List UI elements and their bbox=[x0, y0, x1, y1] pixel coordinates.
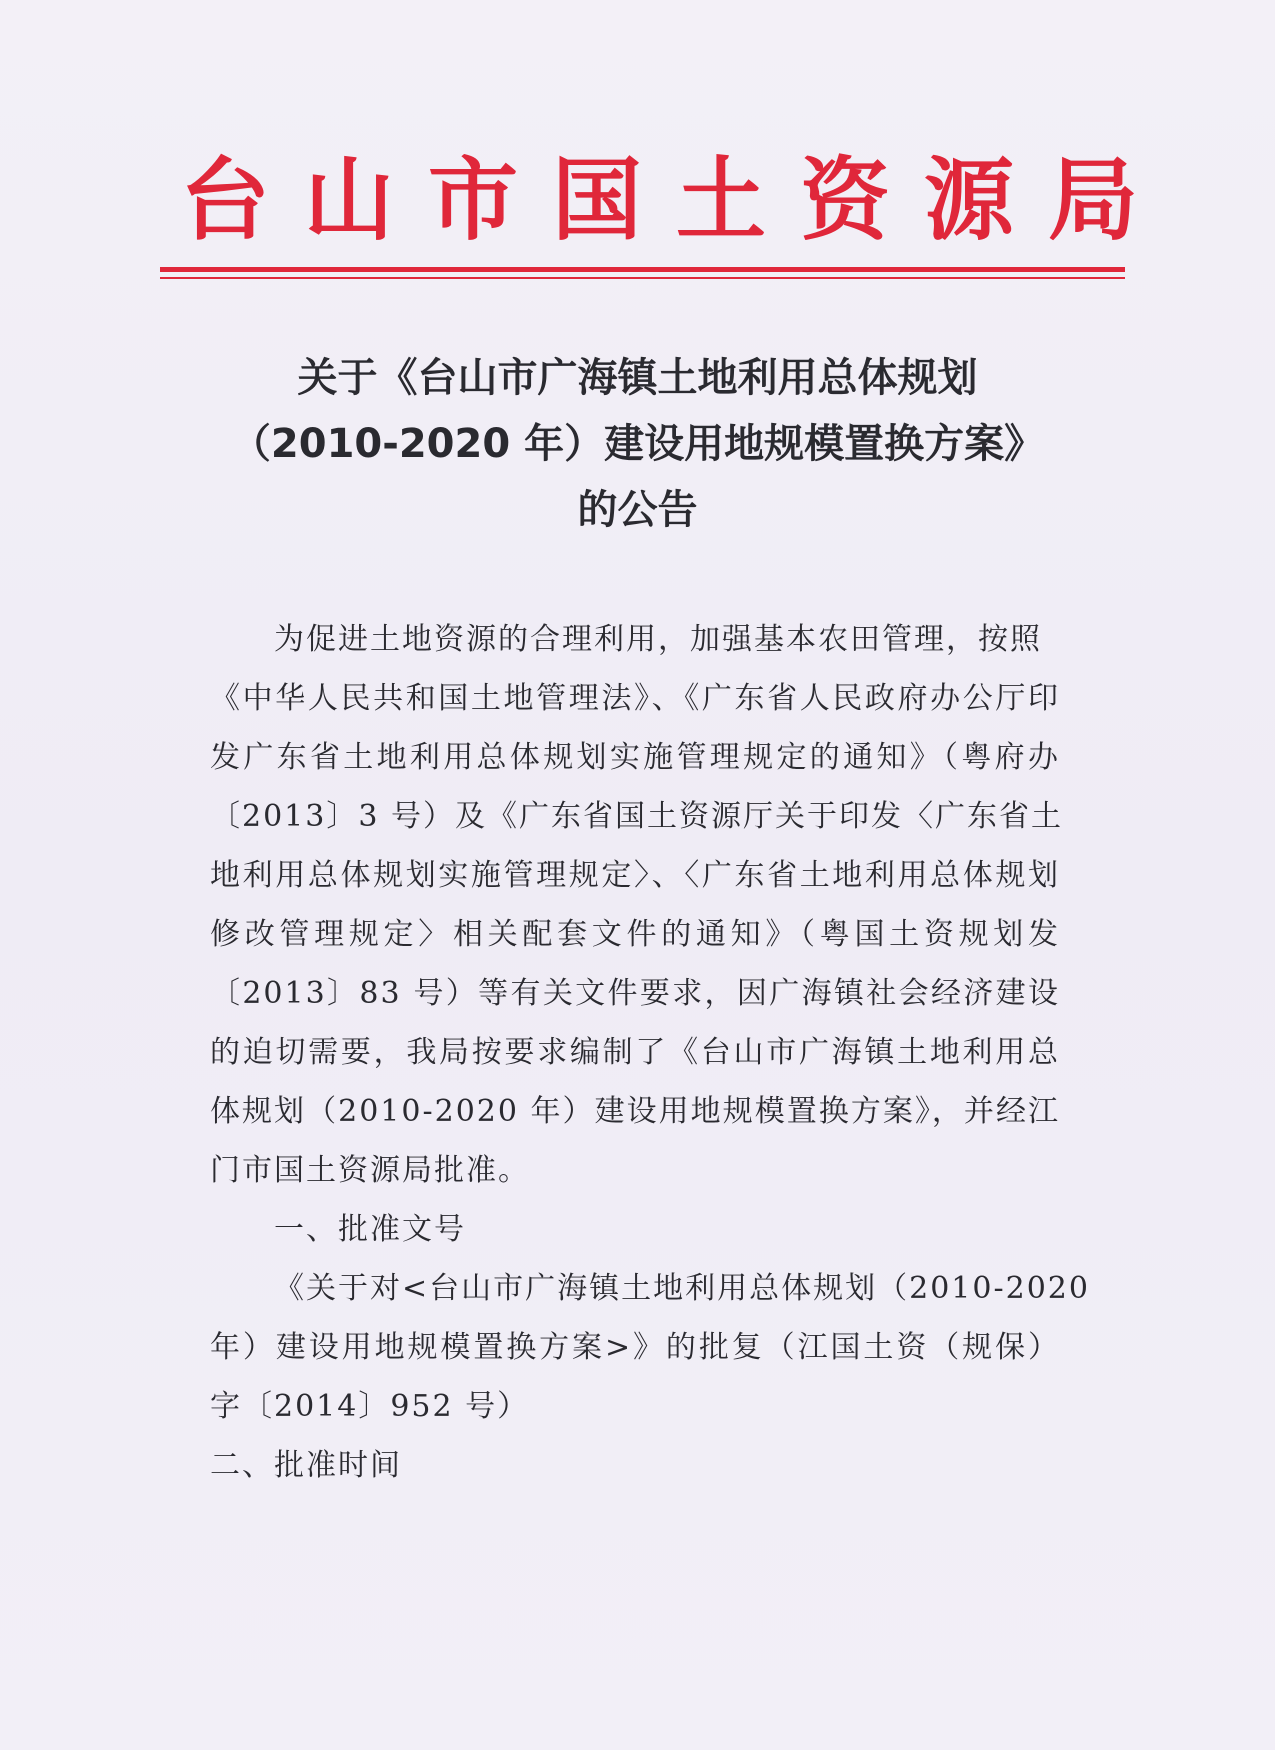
title-line-3: 的公告 bbox=[577, 487, 698, 533]
section-heading-approval-time: 二、批准时间 bbox=[210, 1448, 402, 1483]
section-heading-approval-number: 一、批准文号 bbox=[274, 1212, 466, 1247]
body-line: 《中华人民共和国土地管理法》、《广东省人民政府办公厅印 bbox=[210, 681, 1060, 716]
body-line: 门市国土资源局批准。 bbox=[210, 1153, 530, 1188]
notice-body bbox=[210, 610, 1090, 1495]
body-line: 年）建设用地规模置换方案>》的批复（江国土资（规保） bbox=[210, 1330, 1060, 1365]
body-line: 为促进土地资源的合理利用，加强基本农田管理，按照 bbox=[274, 622, 1042, 657]
body-line: 地利用总体规划实施管理规定〉、〈广东省土地利用总体规划 bbox=[210, 858, 1060, 893]
body-line: 体规划（2010-2020 年）建设用地规模置换方案》，并经江 bbox=[210, 1094, 1060, 1129]
body-line: 发广东省土地利用总体规划实施管理规定的通知》（粤府办 bbox=[210, 740, 1060, 775]
body-line: 《关于对<台山市广海镇土地利用总体规划（2010-2020 bbox=[274, 1271, 1090, 1306]
body-line: 字〔2014〕952 号） bbox=[210, 1389, 530, 1424]
body-line: 的迫切需要，我局按要求编制了《台山市广海镇土地利用总 bbox=[210, 1035, 1060, 1070]
letterhead-red-rule-thick bbox=[160, 267, 1125, 272]
letterhead-red-rule-thin bbox=[160, 277, 1125, 279]
notice-title bbox=[150, 345, 1125, 543]
title-line-2: （2010-2020 年）建设用地规模置换方案》 bbox=[230, 421, 1045, 467]
title-line-1: 关于《台山市广海镇土地利用总体规划 bbox=[297, 355, 978, 401]
body-line: 〔2013〕83 号）等有关文件要求，因广海镇社会经济建设 bbox=[210, 976, 1060, 1011]
letterhead-org-name: 台山市国土资源局 bbox=[180, 147, 1172, 253]
body-line: 修改管理规定〉相关配套文件的通知》（粤国土资规划发 bbox=[210, 917, 1060, 952]
body-line: 〔2013〕3 号）及《广东省国土资源厅关于印发〈广东省土 bbox=[210, 799, 1063, 834]
